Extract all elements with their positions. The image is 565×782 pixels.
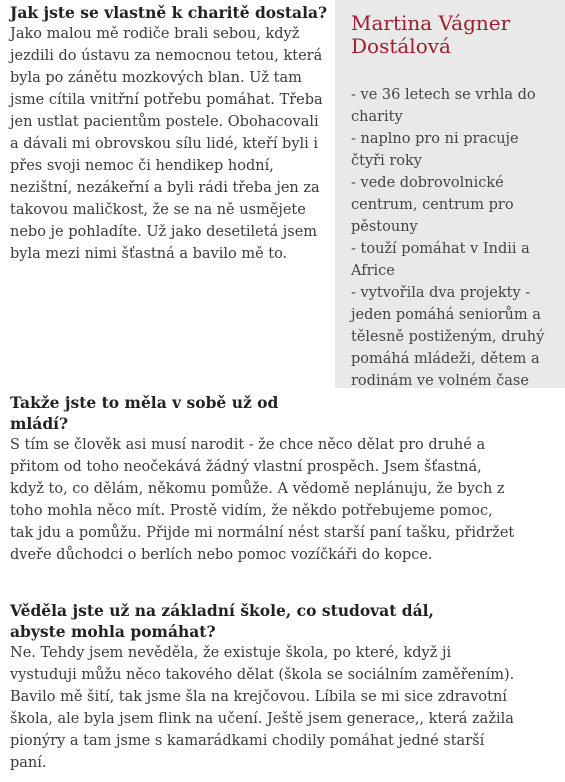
question-heading: Takže jste to měla v sobě už od mládí? xyxy=(10,393,279,433)
answer-text: Jako malou mě rodiče brali sebou, když jezdili do ústavu za nemocnou tetou, která byla po zánětu mozkových blan. Už tam jsme cítila vnitřní potřebu pomáhat. Třeba jen ustlat pacientům postele. Obohacovali a dávali mi obrovskou sílu lidé, kteří byli i přes svoji nemoc či hendikep hodní, nezištní, nezákeřní a byli rádi třeba jen za takovou maličkost, že se na ně usmějete nebo je pohladíte. Už jako desetiletá jsem byla mezi nimi šťastná a bavilo mě to. xyxy=(10,26,323,262)
profile-sidebar xyxy=(335,0,565,388)
article-top xyxy=(0,0,565,390)
interview-block-2 xyxy=(10,392,555,566)
interview-block-1 xyxy=(10,2,328,265)
profile-fact: - ve 36 letech se vrhla do charity xyxy=(351,87,536,125)
profile-facts-list xyxy=(351,84,551,392)
profile-fact: - touží pomáhat v Indii a Africe xyxy=(351,241,530,279)
question-heading: Věděla jste už na základní škole, co studovat dál, abyste mohla pomáhat? xyxy=(10,601,434,641)
profile-name: Martina Vágner Dostálová xyxy=(351,11,511,58)
profile-fact: - naplno pro ni pracuje čtyři roky xyxy=(351,131,519,169)
answer-text: S tím se člověk asi musí narodit - že chce něco dělat pro druhé a přitom od toho neočekává žádný vlastní prospěch. Jsem šťastná, když to, co dělám, někomu pomůže. A vědomě neplánuju, že bych z toho mohla něco mít. Prostě vidím, že někdo potřebujeme pomoc, tak jdu a pomůžu. Přijde mi normální nést starší paní tašku, přidržet dveře důchodci o berlích nebo pomoc vozíčkáři do kopce. xyxy=(10,437,515,563)
interview-block-3 xyxy=(10,600,555,774)
answer-text: Ne. Tehdy jsem nevěděla, že existuje škola, po které, když ji vystuduji můžu něco takového dělat (škola se sociálním zaměřením). Bavilo mě šití, tak jsme šla na krejčovou. Líbila se mi sice zdravotní škola, ale byla jsem flink na učení. Ještě jsem generace,, která zažila pionýry a tam jsme s kamarádkami chodily pomáhat jedné starší paní. xyxy=(10,645,515,771)
profile-fact: - vytvořila dva projekty - jeden pomáhá seniorům a tělesně postiženým, druhý pomáhá mládeži, dětem a rodinám ve volném čase xyxy=(351,285,545,389)
profile-fact: - vede dobrovolnické centrum, centrum pro pěstouny xyxy=(351,175,514,235)
question-heading: Jak jste se vlastně k charitě dostala? xyxy=(10,3,328,22)
